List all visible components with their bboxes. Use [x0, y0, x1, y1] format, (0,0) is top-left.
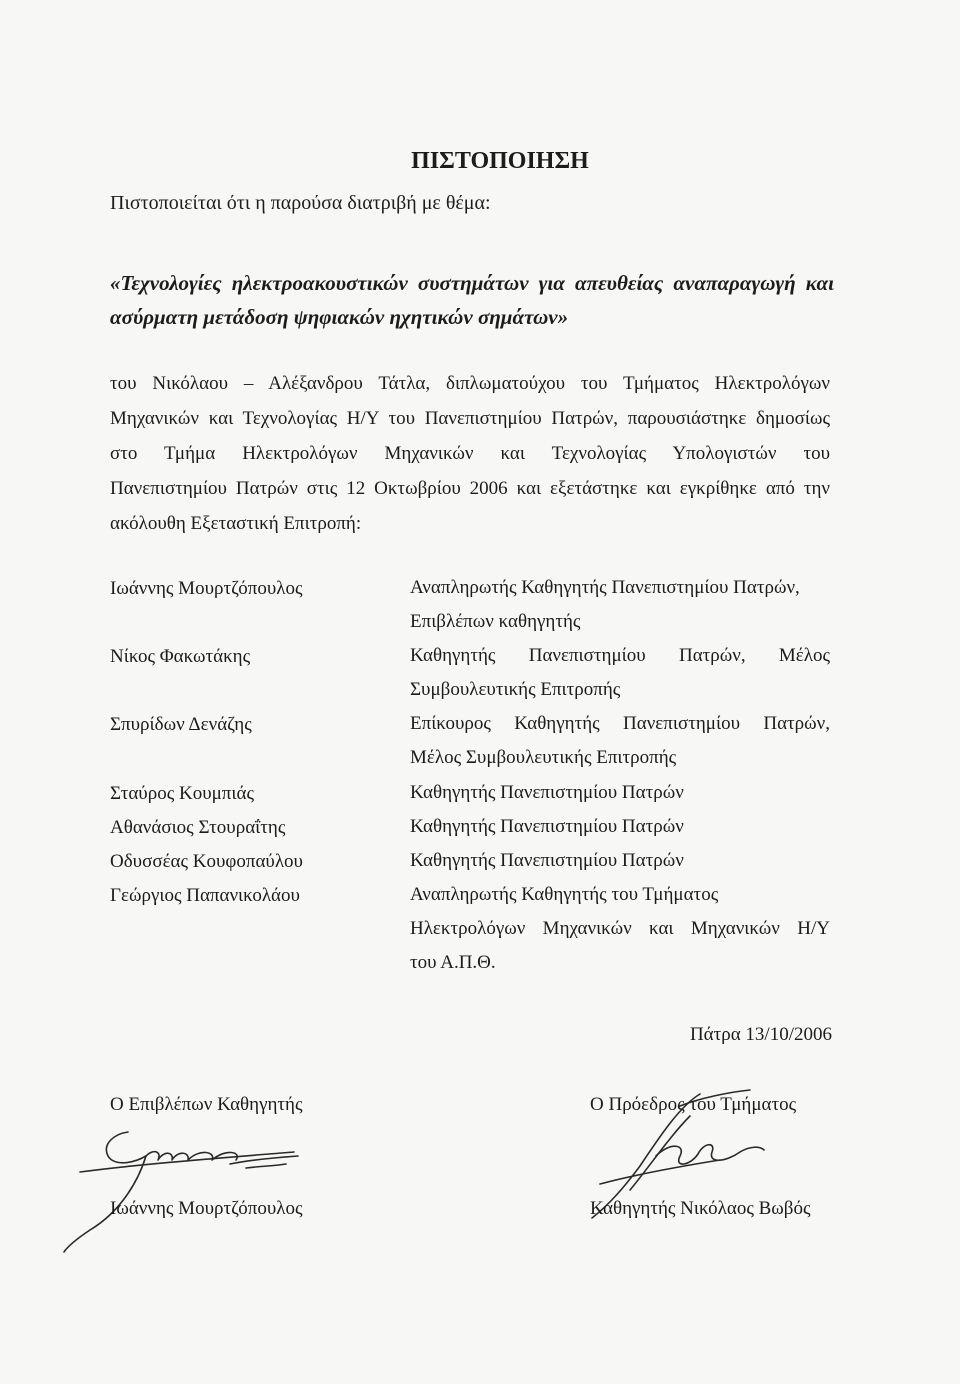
intro-text: Πιστοποιείται ότι η παρούσα διατριβή με θέμα:: [110, 192, 491, 214]
role-line: Επίκουρος Καθηγητής Πανεπιστημίου Πατρών,: [410, 713, 830, 734]
role-line: Μέλος Συμβουλευτικής Επιτροπής: [410, 747, 677, 768]
thesis-title-line: ασύρματη μετάδοση ψηφιακών ηχητικών σημάτων»: [110, 305, 569, 329]
role-line: Ηλεκτρολόγων Μηχανικών και Μηχανικών Η/Υ: [410, 918, 830, 939]
thesis-title-line: «Τεχνολογίες ηλεκτροακουστικών συστημάτων για απευθείας αναπαραγωγή και: [110, 271, 834, 295]
role-line: Συμβουλευτικής Επιτροπής: [410, 679, 621, 700]
body-line: ακόλουθη Εξεταστική Επιτροπή:: [110, 513, 362, 534]
document-title: ΠΙΣΤΟΠΟΙΗΣΗ: [411, 148, 589, 174]
committee-member-role: [410, 707, 830, 775]
committee-member-name: Σταύρος Κουμπιάς: [110, 783, 254, 804]
role-line: Επιβλέπων καθηγητής: [410, 611, 581, 632]
committee-member-name: Οδυσσέας Κουφοπαύλου: [110, 851, 303, 872]
chair-name: Καθηγητής Νικόλαος Βωβός: [590, 1198, 811, 1219]
role-line: Καθηγητής Πανεπιστημίου Πατρών, Μέλος: [410, 645, 830, 666]
body-line: του Νικόλαου – Αλέξανδρου Τάτλα, διπλωματούχου του Τμήματος Ηλεκτρολόγων: [110, 373, 830, 394]
supervisor-name: Ιωάννης Μουρτζόπουλος: [110, 1198, 303, 1219]
role-line: Καθηγητής Πανεπιστημίου Πατρών: [410, 816, 684, 837]
committee-member-name: Σπυρίδων Δενάζης: [110, 714, 252, 735]
committee-member-role: [410, 639, 830, 707]
role-line: Αναπληρωτής Καθηγητής του Τμήματος: [410, 884, 719, 905]
supervisor-signature: [50, 1112, 310, 1262]
committee-member-role: [410, 776, 830, 810]
role-line: του Α.Π.Θ.: [410, 952, 496, 973]
supervisor-title: Ο Επιβλέπων Καθηγητής: [110, 1094, 303, 1115]
committee-member-name: Ιωάννης Μουρτζόπουλος: [110, 578, 303, 599]
body-paragraph: [110, 366, 830, 541]
chair-title: Ο Πρόεδρος του Τμήματος: [590, 1094, 797, 1115]
body-line: Πανεπιστημίου Πατρών στις 12 Οκτωβρίου 2006 και εξετάστηκε και εγκρίθηκε από την: [110, 478, 830, 499]
date-line: Πάτρα 13/10/2006: [689, 1024, 832, 1045]
body-line: στο Τμήμα Ηλεκτρολόγων Μηχανικών και Τεχνολογίας Υπολογιστών του: [110, 443, 830, 464]
committee-member-name: Αθανάσιος Στουραΐτης: [110, 817, 286, 838]
committee-member-role: [410, 844, 830, 878]
committee-member-role: [410, 878, 830, 980]
committee-member-role: [410, 810, 830, 844]
committee-member-name: Γεώργιος Παπανικολάου: [110, 885, 300, 906]
body-line: Μηχανικών και Τεχνολογίας Η/Υ του Πανεπιστημίου Πατρών, παρουσιάστηκε δημοσίως: [110, 408, 830, 429]
role-line: Καθηγητής Πανεπιστημίου Πατρών: [410, 850, 684, 871]
thesis-title: [110, 266, 834, 334]
committee-member-name: Νίκος Φακωτάκης: [110, 646, 251, 667]
role-line: Αναπληρωτής Καθηγητής Πανεπιστημίου Πατρών,: [410, 577, 800, 598]
committee-member-role: [410, 571, 830, 639]
role-line: Καθηγητής Πανεπιστημίου Πατρών: [410, 782, 684, 803]
